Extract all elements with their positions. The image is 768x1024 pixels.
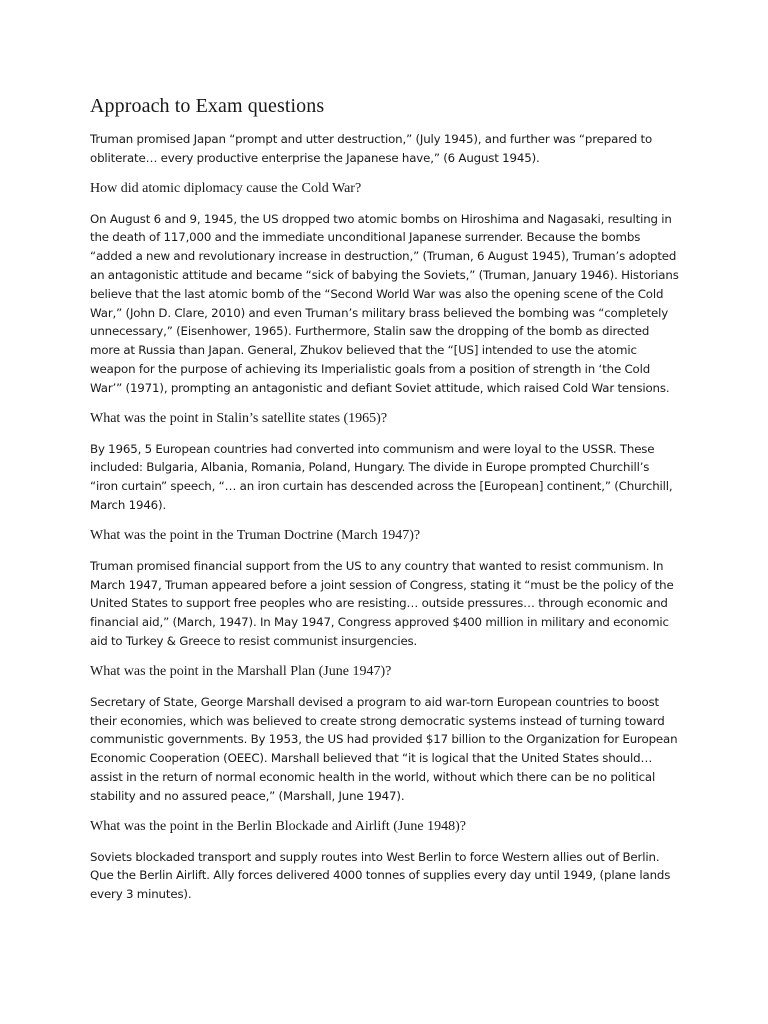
answer-satellite-states: By 1965, 5 European countries had converted into communism and were loyal to the USSR. These included: Bulgaria, Albania, Romania, Poland, Hungary. The divide in Europe prompted Churchill’s “iron curtain” speech, “… an iron curtain has descended across the [European] continent,” (Churchill, March 1946). [90, 441, 673, 512]
answer-truman-doctrine: Truman promised financial support from the US to any country that wanted to resist communism. In March 1947, Truman appeared before a joint session of Congress, stating it “must be the policy of the United States to support free peoples who are resisting… outside pressures… through economic and financial aid,” (March, 1947). In May 1947, Congress approved $400 million in military and economic aid to Turkey & Greece to resist communist insurgencies. [90, 558, 674, 648]
question-satellite-states: What was the point in Stalin’s satellite states (1965)? [90, 410, 388, 426]
answer-marshall-plan: Secretary of State, George Marshall devised a program to aid war-torn European countries to boost their economies, which was believed to create strong democratic systems instead of turning toward communistic governments. By 1953, the US had provided $17 billion to the Organization for European Economic Cooperation (OEEC). Marshall believed that “it is logical that the United States should… assist in the return of normal economic health in the world, without which there can be no political stability and no assured peace,” (Marshall, June 1947). [90, 694, 678, 803]
answer-berlin-blockade: Soviets blockaded transport and supply routes into West Berlin to force Western allies out of Berlin. Que the Berlin Airlift. Ally forces delivered 4000 tonnes of supplies every day until 1949, (plane lands every 3 minutes). [90, 849, 671, 902]
question-marshall-plan: What was the point in the Marshall Plan (June 1947)? [90, 663, 392, 679]
question-berlin-blockade: What was the point in the Berlin Blockade and Airlift (June 1948)? [90, 818, 466, 834]
document-title: Approach to Exam questions [90, 95, 325, 117]
document-page [90, 92, 680, 916]
question-atomic-diplomacy: How did atomic diplomacy cause the Cold War? [90, 180, 362, 196]
answer-atomic-diplomacy: On August 6 and 9, 1945, the US dropped two atomic bombs on Hiroshima and Nagasaki, resulting in the death of 117,000 and the immediate unconditional Japanese surrender. Because the bombs “added a new and revolutionary increase in destruction,” (Truman, 6 August 1945), Truman’s adopted an antagonistic attitude and became “sick of babying the Soviets,” (Truman, January 1946). Historians believe that the last atomic bomb of the “Second World War was also the opening scene of the Cold War,” (John D. Clare, 2010) and even Truman’s military brass believed the bombing was “completely unnecessary,” (Eisenhower, 1965). Furthermore, Stalin saw the dropping of the bomb as directed more at Russia than Japan. General, Zhukov believed that the “[US] intended to use the atomic weapon for the purpose of achieving its Imperialistic goals from a position of strength in ‘the Cold War’” (1971), prompting an antagonistic and defiant Soviet attitude, which raised Cold War tensions. [90, 211, 679, 395]
question-truman-doctrine: What was the point in the Truman Doctrine (March 1947)? [90, 527, 421, 543]
intro-paragraph: Truman promised Japan “prompt and utter destruction,” (July 1945), and further was “prepared to obliterate… every productive enterprise the Japanese have,” (6 August 1945). [90, 132, 653, 165]
